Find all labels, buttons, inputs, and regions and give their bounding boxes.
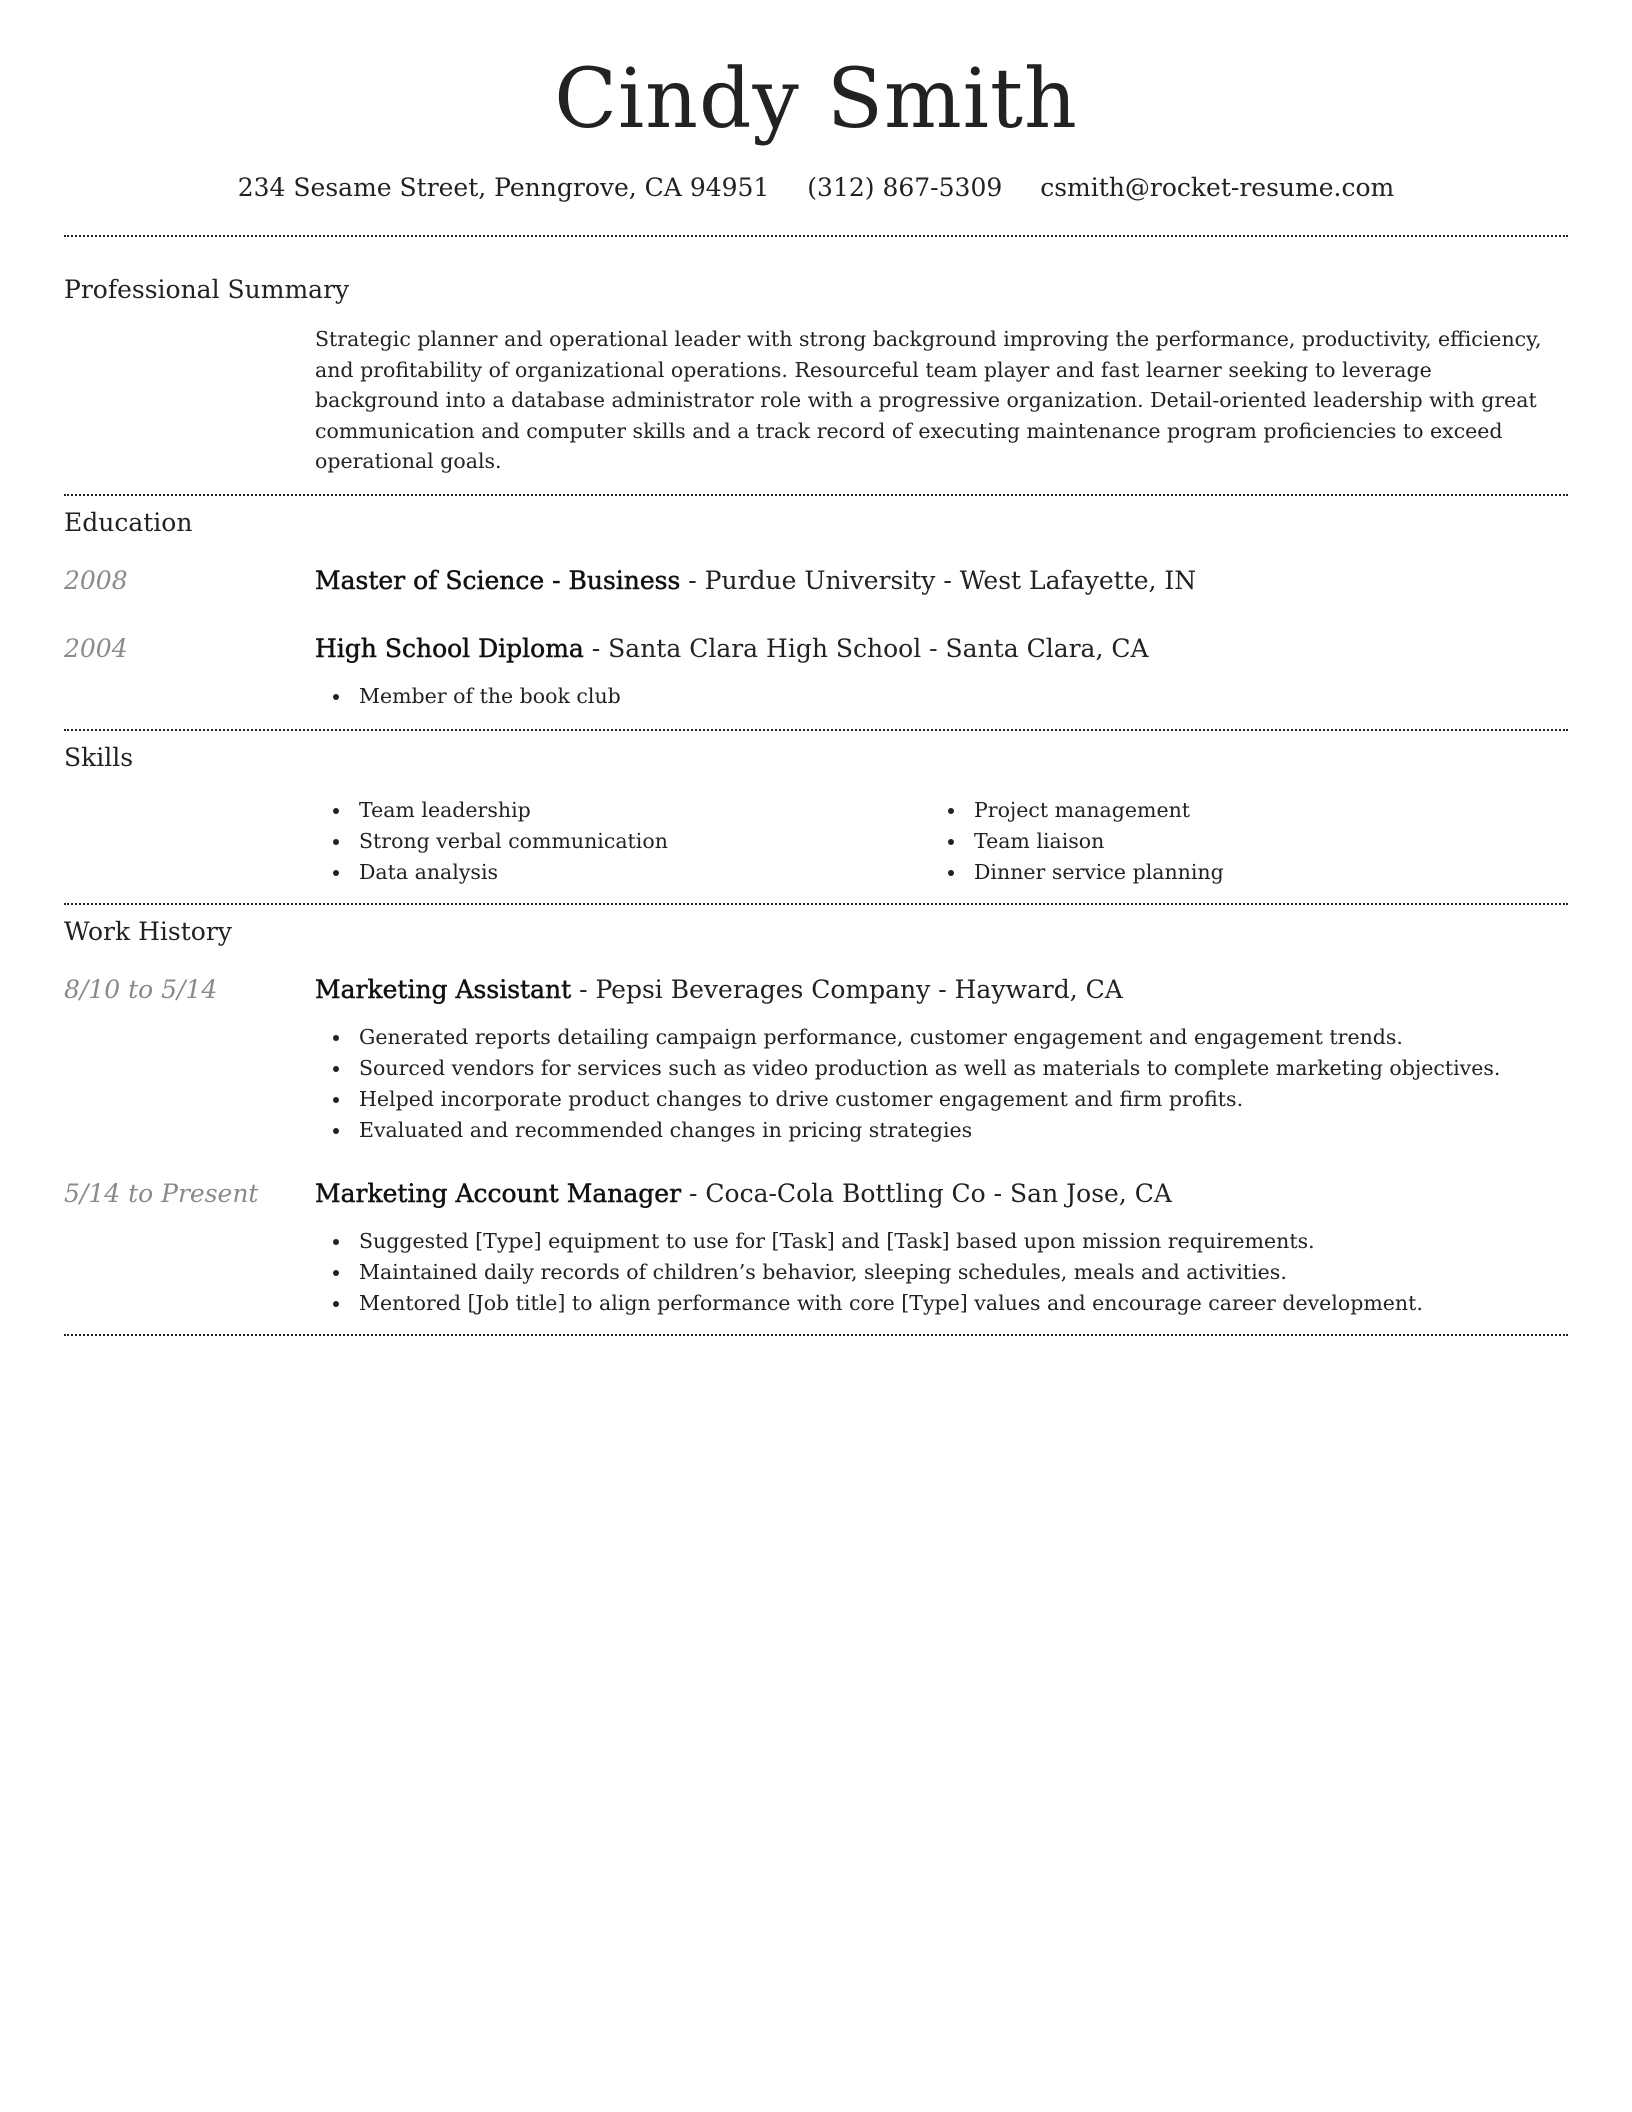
list-item: Maintained daily records of children’s behavior, sleeping schedules, meals and activities. bbox=[359, 1257, 1568, 1288]
education-bullets bbox=[315, 681, 1568, 712]
school-details: - Santa Clara High School - Santa Clara, CA bbox=[583, 633, 1149, 663]
skill-item: Dinner service planning bbox=[974, 857, 1545, 888]
work-title bbox=[315, 1178, 1568, 1210]
skill-item: Strong verbal communication bbox=[359, 826, 930, 857]
education-year: 2008 bbox=[64, 565, 128, 595]
work-bullets bbox=[315, 1226, 1568, 1319]
work-entry bbox=[64, 1178, 1568, 1319]
resume-header bbox=[64, 0, 1568, 204]
section-divider bbox=[64, 235, 1568, 237]
resume-page bbox=[64, 0, 1568, 1336]
list-item: Evaluated and recommended changes in pricing strategies bbox=[359, 1115, 1568, 1146]
work-section bbox=[64, 916, 1568, 1319]
degree-name: High School Diploma bbox=[315, 633, 584, 663]
skill-item: Project management bbox=[974, 795, 1545, 826]
school-details: - Purdue University - West Lafayette, IN bbox=[680, 565, 1197, 595]
degree-name: Master of Science - Business bbox=[315, 565, 681, 595]
skills-list-left bbox=[315, 795, 930, 888]
education-year: 2004 bbox=[64, 633, 128, 663]
section-divider bbox=[64, 1334, 1568, 1336]
list-item: Member of the book club bbox=[359, 681, 1568, 712]
skill-item: Team liaison bbox=[974, 826, 1545, 857]
education-title bbox=[315, 565, 1568, 597]
contact-phone: (312) 867-5309 bbox=[807, 173, 1003, 202]
work-heading: Work History bbox=[64, 916, 232, 946]
section-divider bbox=[64, 903, 1568, 905]
summary-text: Strategic planner and operational leader with strong background improving the performance, productivity, efficiency, and profitability of organizational operations. Resourceful team player and fast learner seeking to leverage background into a database administrator role with a progressive organization. Detail-oriented leadership with great communication and computer skills and a track record of executing maintenance program proficiencies to exceed operational goals. bbox=[315, 327, 1542, 473]
job-role: Marketing Assistant bbox=[315, 974, 572, 1004]
list-item: Sourced vendors for services such as video production as well as materials to complete marketing objectives. bbox=[359, 1053, 1568, 1084]
list-item: Mentored [Job title] to align performance with core [Type] values and encourage career development. bbox=[359, 1288, 1568, 1319]
summary-heading: Professional Summary bbox=[64, 275, 350, 304]
company-details: - Coca-Cola Bottling Co - San Jose, CA bbox=[681, 1178, 1172, 1208]
skill-item: Team leadership bbox=[359, 795, 930, 826]
company-details: - Pepsi Beverages Company - Hayward, CA bbox=[571, 974, 1123, 1004]
section-divider bbox=[64, 729, 1568, 731]
work-entry bbox=[64, 974, 1568, 1146]
skills-section bbox=[64, 742, 1568, 888]
education-entry bbox=[64, 565, 1568, 597]
list-item: Suggested [Type] equipment to use for [Task] and [Task] based upon mission requirements. bbox=[359, 1226, 1568, 1257]
skill-item: Data analysis bbox=[359, 857, 930, 888]
work-title bbox=[315, 974, 1568, 1006]
education-section bbox=[64, 507, 1568, 712]
summary-section bbox=[64, 274, 1568, 477]
skills-heading: Skills bbox=[64, 742, 134, 772]
education-entry bbox=[64, 633, 1568, 712]
education-heading: Education bbox=[64, 507, 193, 537]
skills-list-right bbox=[930, 795, 1545, 888]
section-divider bbox=[64, 494, 1568, 496]
candidate-name: Cindy Smith bbox=[554, 52, 1078, 147]
work-dates: 5/14 to Present bbox=[64, 1178, 259, 1208]
contact-address: 234 Sesame Street, Penngrove, CA 94951 bbox=[237, 173, 770, 202]
list-item: Generated reports detailing campaign performance, customer engagement and engagement trends. bbox=[359, 1022, 1568, 1053]
contact-line bbox=[64, 172, 1568, 204]
list-item: Helped incorporate product changes to drive customer engagement and firm profits. bbox=[359, 1084, 1568, 1115]
contact-email: csmith@rocket-resume.com bbox=[1040, 173, 1395, 202]
job-role: Marketing Account Manager bbox=[315, 1178, 682, 1208]
education-title bbox=[315, 633, 1568, 665]
work-bullets bbox=[315, 1022, 1568, 1146]
work-dates: 8/10 to 5/14 bbox=[64, 974, 218, 1004]
